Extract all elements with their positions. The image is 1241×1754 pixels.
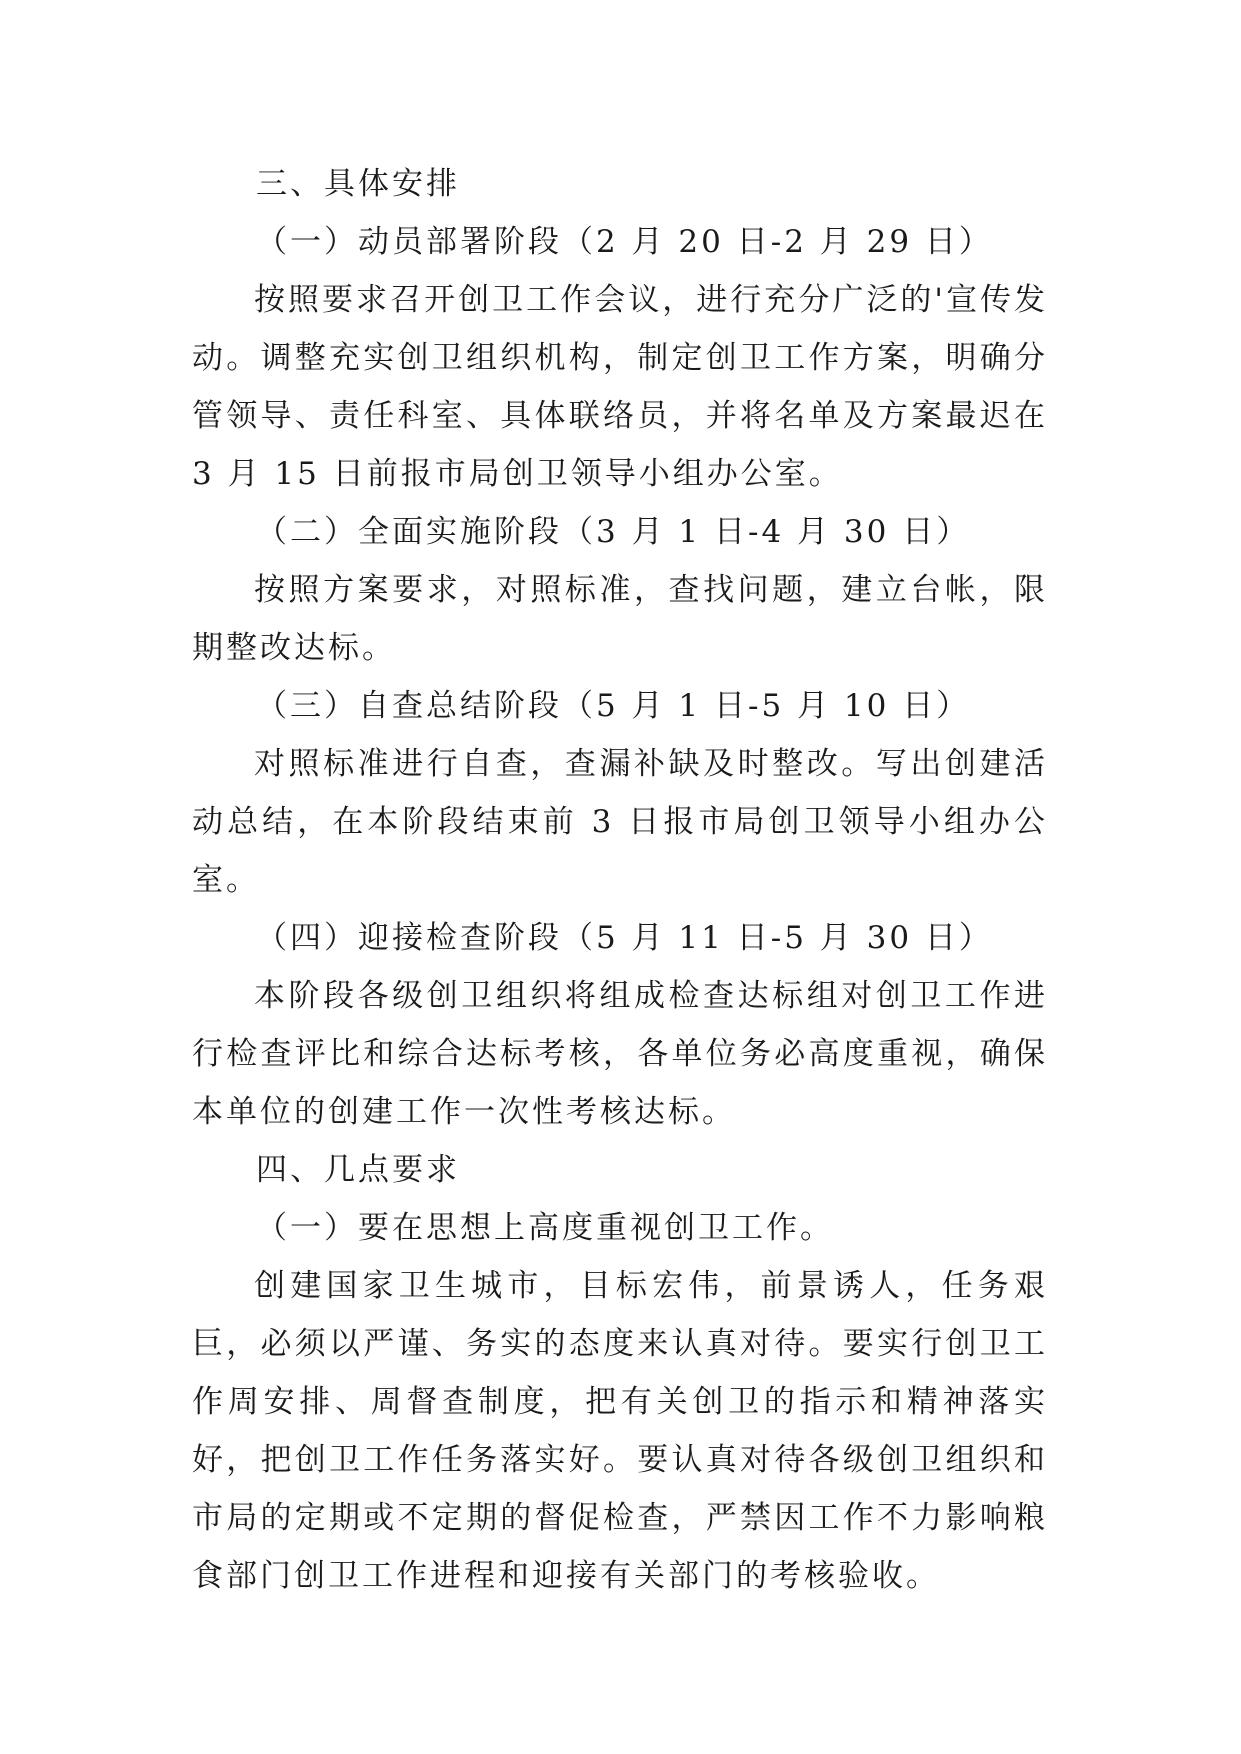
section-heading-arrangements: 三、具体安排	[256, 166, 460, 202]
document-page	[192, 155, 1048, 1605]
subsection-heading-mobilization: （一）动员部署阶段（2 月 20 日-2 月 29 日）	[256, 224, 993, 260]
paragraph-attention: 创建国家卫生城市，目标宏伟，前景诱人，任务艰巨，必须以严谨、务实的态度来认真对待。要实行创卫工作周安排、周督查制度，把有关创卫的指示和精神落实好，把创卫工作任务落实好。要认真对待各级创卫组织和市局的定期或不定期的督促检查，严禁因工作不力影响粮食部门创卫工作进程和迎接有关部门的考核验收。	[192, 1268, 1048, 1594]
paragraph-inspection: 本阶段各级创卫组织将组成检查达标组对创卫工作进行检查评比和综合达标考核，各单位务必高度重视，确保本单位的创建工作一次性考核达标。	[192, 978, 1048, 1130]
subsection-heading-attention: （一）要在思想上高度重视创卫工作。	[256, 1210, 834, 1246]
section-heading-requirements: 四、几点要求	[256, 1152, 460, 1188]
subsection-heading-self-check: （三）自查总结阶段（5 月 1 日-5 月 10 日）	[256, 688, 971, 724]
paragraph-self-check: 对照标准进行自查，查漏补缺及时整改。写出创建活动总结，在本阶段结束前 3 日报市局创卫领导小组办公室。	[192, 746, 1048, 898]
paragraph-implementation: 按照方案要求，对照标准，查找问题，建立台帐，限期整改达标。	[192, 572, 1048, 666]
subsection-heading-inspection: （四）迎接检查阶段（5 月 11 日-5 月 30 日）	[256, 920, 993, 956]
subsection-heading-implementation: （二）全面实施阶段（3 月 1 日-4 月 30 日）	[256, 514, 971, 550]
paragraph-mobilization: 按照要求召开创卫工作会议，进行充分广泛的'宣传发动。调整充实创卫组织机构，制定创卫工作方案，明确分管领导、责任科室、具体联络员，并将名单及方案最迟在 3 月 15 日前报市局创卫领导小组办公室。	[192, 282, 1048, 492]
